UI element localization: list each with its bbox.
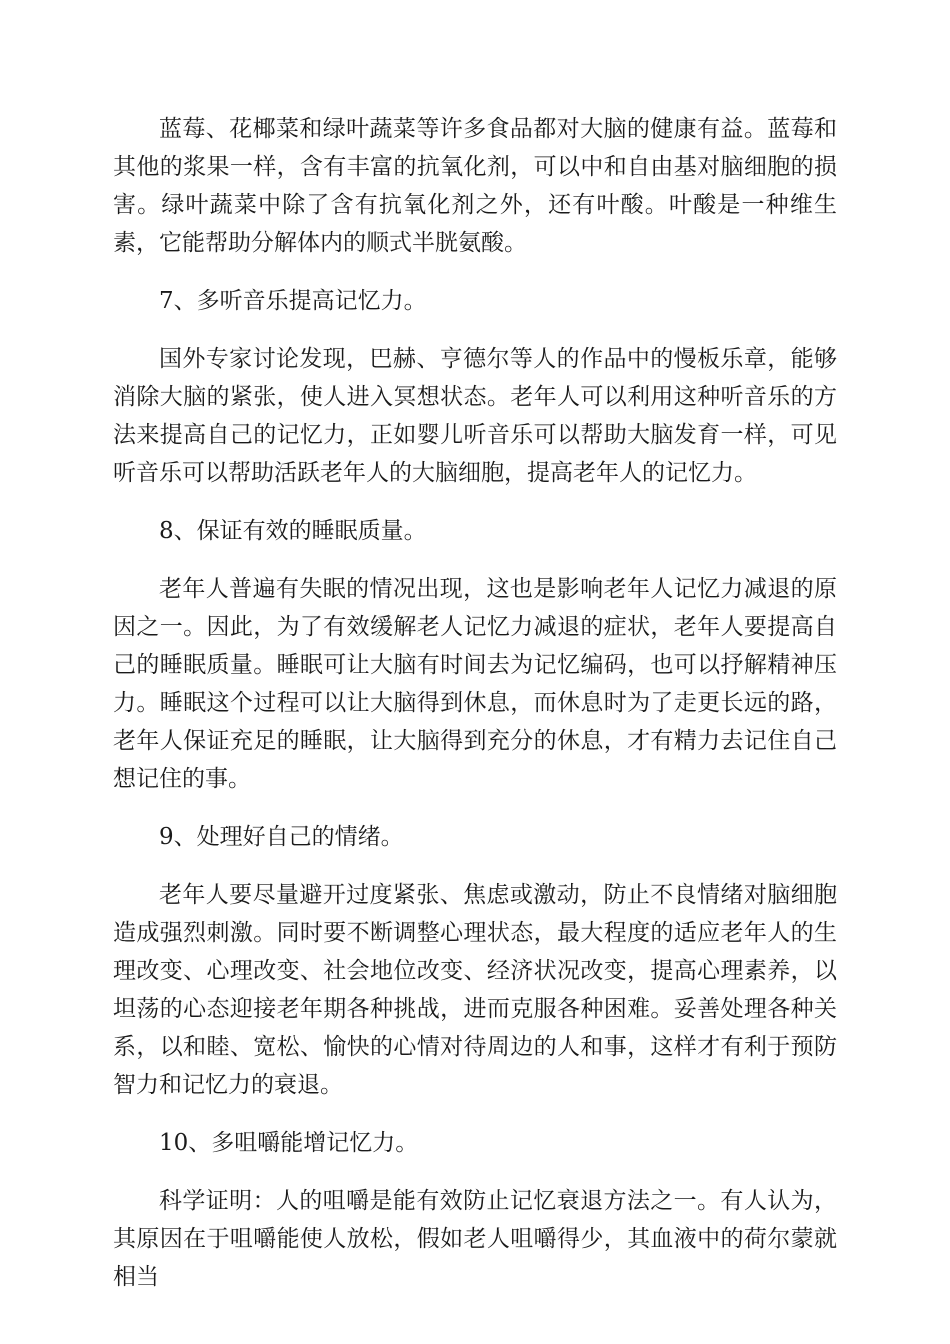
heading-chewing: 10、多咀嚼能增记忆力。 [159, 1130, 419, 1156]
heading-music: 7、多听音乐提高记忆力。 [159, 288, 427, 314]
paragraph-music: 国外专家讨论发现，巴赫、亨德尔等人的作品中的慢板乐章，能够消除大脑的紧张，使人进入冥想状态。老年人可以利用这种听音乐的方法来提高自己的记忆力，正如婴儿听音乐可以帮助大脑发育一样，可见听音乐可以帮助活跃老年人的大脑细胞，提高老年人的记忆力。 [113, 346, 837, 486]
heading-sleep: 8、保证有效的睡眠质量。 [159, 518, 427, 544]
paragraph-emotions: 老年人要尽量避开过度紧张、焦虑或激动，防止不良情绪对脑细胞造成强烈刺激。同时要不断调整心理状态，最大程度的适应老年人的生理改变、心理改变、社会地位改变、经济状况改变，提高心理素养，以坦荡的心态迎接老年期各种挑战，进而克服各种困难。妥善处理各种关系，以和睦、宽松、愉快的心情对待周边的人和事，这样才有利于预防智力和记忆力的衰退。 [113, 882, 837, 1098]
paragraph-chewing: 科学证明：人的咀嚼是能有效防止记忆衰退方法之一。有人认为，其原因在于咀嚼能使人放松，假如老人咀嚼得少，其血液中的荷尔蒙就相当 [113, 1188, 837, 1290]
paragraph-sleep: 老年人普遍有失眠的情况出现，这也是影响老年人记忆力减退的原因之一。因此，为了有效缓解老人记忆力减退的症状，老年人要提高自己的睡眠质量。睡眠可让大脑有时间去为记忆编码，也可以抒解精神压力。睡眠这个过程可以让大脑得到休息，而休息时为了走更长远的路，老年人保证充足的睡眠，让大脑得到充分的休息，才有精力去记住自己想记住的事。 [113, 576, 837, 792]
paragraph-blueberry-vegetables: 蓝莓、花椰菜和绿叶蔬菜等许多食品都对大脑的健康有益。蓝莓和其他的浆果一样，含有丰富的抗氧化剂，可以中和自由基对脑细胞的损害。绿叶蔬菜中除了含有抗氧化剂之外，还有叶酸。叶酸是一种维生素，它能帮助分解体内的顺式半胱氨酸。 [113, 116, 837, 256]
heading-emotions: 9、处理好自己的情绪。 [159, 824, 404, 850]
